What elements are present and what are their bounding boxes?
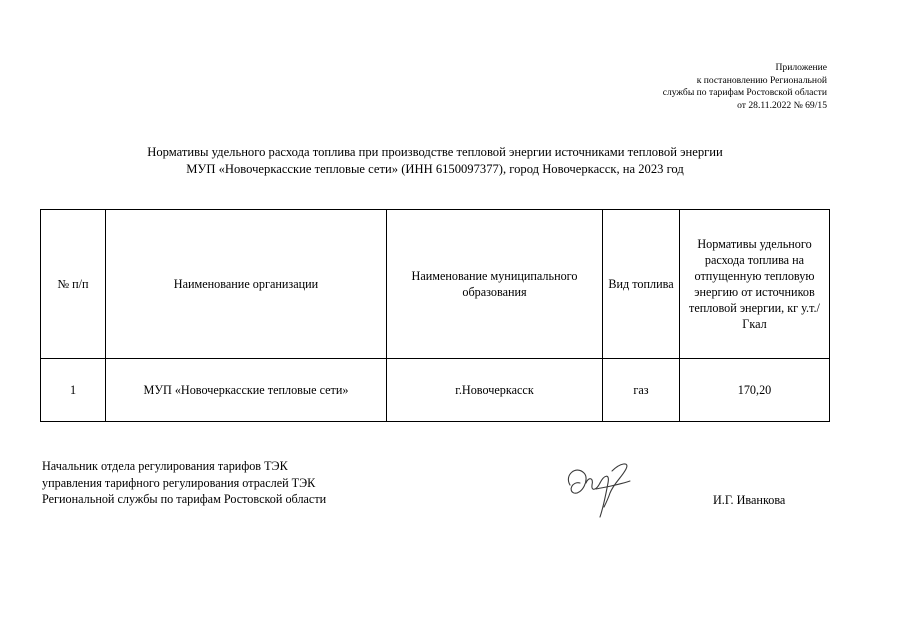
appendix-line: к постановлению Региональной [696, 74, 827, 86]
signer-position-line: управления тарифного регулирования отраслей ТЭК [42, 475, 316, 490]
cell-organization: МУП «Новочеркасские тепловые сети» [106, 359, 387, 422]
signer-position-line: Начальник отдела регулирования тарифов ТЭК [42, 459, 288, 473]
header-cell-municipality: Наименование муниципального образования [387, 210, 603, 359]
signer-position [42, 458, 326, 508]
norms-table [40, 209, 830, 422]
header-cell-number: № п/п [41, 210, 106, 359]
table-row [41, 359, 830, 422]
signer-name: И.Г. Иванкова [713, 493, 786, 507]
header-cell-norm-value: Нормативы удельного расхода топлива на отпущенную тепловую энергию от источников тепловой энергии, кг у.т./Гкал [680, 210, 830, 359]
document-title-line-1: Нормативы удельного расхода топлива при производстве тепловой энергии источниками тепловой энергии [147, 145, 723, 159]
handwritten-signature [560, 453, 640, 523]
header-cell-organization: Наименование организации [106, 210, 387, 359]
header-cell-fuel-type: Вид топлива [603, 210, 680, 359]
cell-municipality: г.Новочеркасск [387, 359, 603, 422]
appendix-note [663, 62, 827, 112]
cell-fuel-type: газ [603, 359, 680, 422]
table-header-row [41, 210, 830, 359]
appendix-line: службы по тарифам Ростовской области [662, 87, 827, 99]
document-title [0, 144, 870, 178]
appendix-line: Приложение [775, 62, 827, 73]
document-title-line-2: МУП «Новочеркасские тепловые сети» (ИНН 6150097377), город Новочеркасск, на 2023 год [186, 162, 684, 176]
signer-position-line: Региональной службы по тарифам Ростовской области [42, 492, 327, 507]
cell-number: 1 [41, 359, 106, 422]
cell-norm-value: 170,20 [680, 359, 830, 422]
appendix-line: от 28.11.2022 № 69/15 [737, 99, 827, 111]
